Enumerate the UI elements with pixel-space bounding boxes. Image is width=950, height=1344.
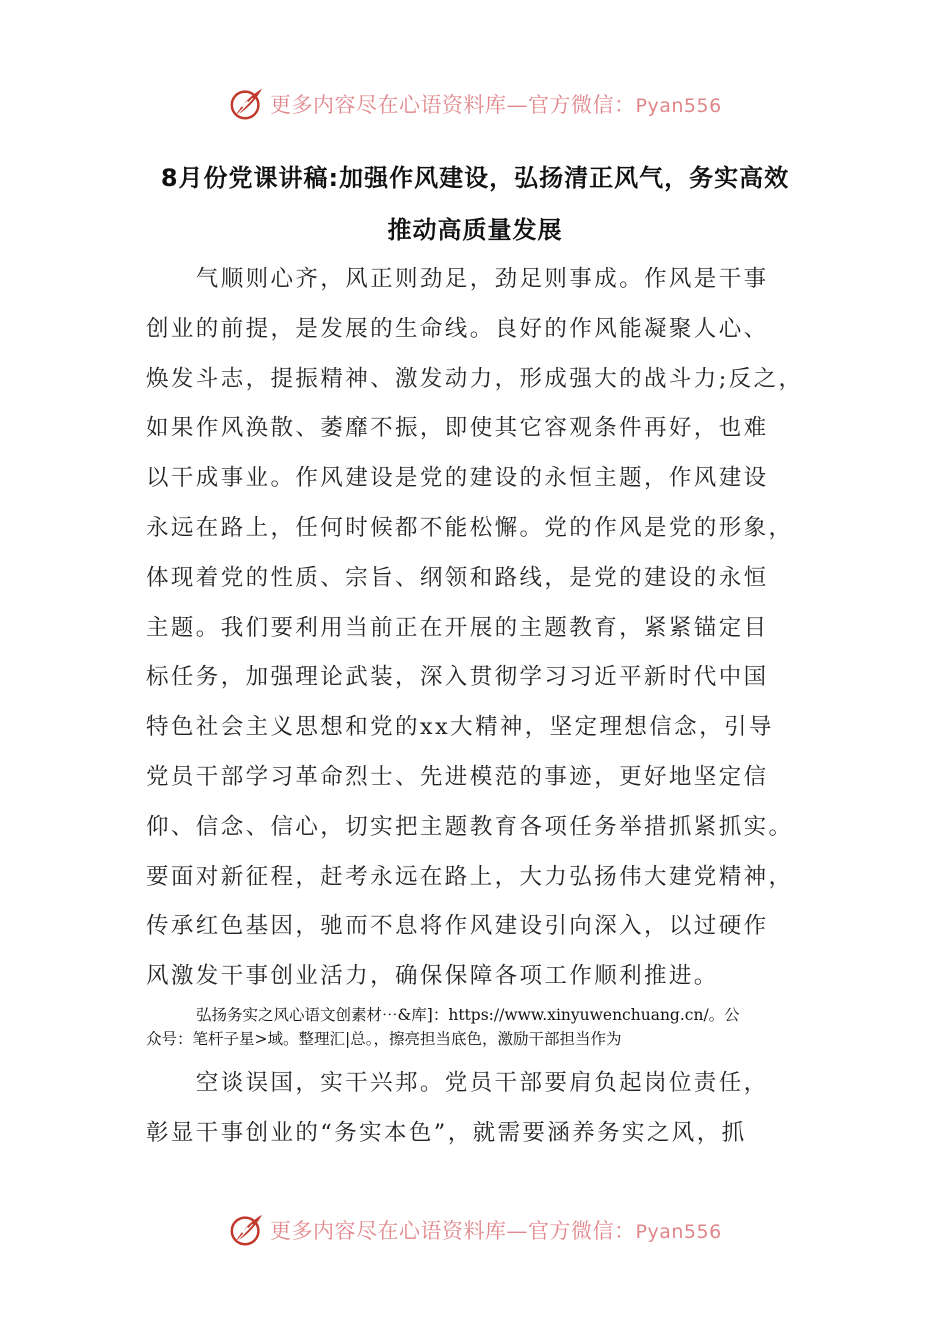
text-line: 创业的前提，是发展的生命线。良好的作风能凝聚人心、	[146, 315, 769, 342]
text-line: 风激发干事创业活力，确保保障各项工作顺利推进。	[146, 963, 719, 990]
text-line: 要面对新征程，赶考永远在路上，大力弘扬伟大建党精神，	[146, 863, 794, 890]
quill-logo-icon	[228, 85, 266, 123]
header-watermark-banner	[0, 82, 950, 126]
text-line: 以干成事业。作风建设是党的建设的永恒主题，作风建设	[146, 465, 769, 492]
text-line: 传承红色基因，驰而不息将作风建设引向深入，以过硬作	[146, 913, 769, 940]
footer-banner-text: 更多内容尽在心语资料库—官方微信：Pyan556	[270, 1219, 722, 1243]
title-line-1: 8月份党课讲稿:加强作风建设，弘扬清正风气，务实高效	[160, 164, 790, 192]
quill-logo-icon	[228, 1211, 266, 1249]
text-line: 气顺则心齐，风正则劲足，劲足则事成。作风是干事	[146, 266, 769, 292]
footer-watermark-banner	[0, 1208, 950, 1252]
title-line-2: 推动高质量发展	[387, 216, 563, 244]
source-note-line-1: 弘扬务实之风心语文创素材⋯&库]：https://www.xinyuwenchuang.cn/。公	[196, 1006, 740, 1024]
source-note-line-2: 众号：笔杆子星>域。整理汇|总。，擦亮担当底色，激励干部担当作为	[146, 1030, 622, 1048]
text-line: 焕发斗志，提振精神、激发动力，形成强大的战斗力;反之，	[146, 365, 804, 392]
text-line: 空谈误国，实干兴邦。党员干部要肩负起岗位责任，	[146, 1070, 769, 1096]
header-wechat-id: Pyan556	[635, 95, 722, 117]
text-line: 仰、信念、信心，切实把主题教育各项任务举措抓紧抓实。	[146, 813, 794, 840]
footer-wechat-id: Pyan556	[635, 1221, 722, 1243]
text-line: 党员干部学习革命烈士、先进模范的事迹，更好地坚定信	[146, 764, 769, 790]
text-line: 体现着党的性质、宗旨、纲领和路线，是党的建设的永恒	[146, 564, 769, 591]
text-line: 永远在路上，任何时候都不能松懈。党的作风是党的形象，	[146, 515, 794, 541]
text-line: 主题。我们要利用当前正在开展的主题教育，紧紧锚定目	[146, 614, 769, 641]
text-line: 标任务，加强理论武装，深入贯彻学习习近平新时代中国	[146, 664, 769, 691]
header-banner-text: 更多内容尽在心语资料库—官方微信：Pyan556	[270, 93, 722, 117]
text-line: 如果作风涣散、萎靡不振，即使其它容观条件再好，也难	[146, 415, 769, 442]
text-line: 彰显干事创业的“务实本色”，就需要涵养务实之风，抓	[146, 1120, 747, 1146]
text-line: 特色社会主义思想和党的xx大精神，坚定理想信念，引导	[146, 714, 774, 741]
